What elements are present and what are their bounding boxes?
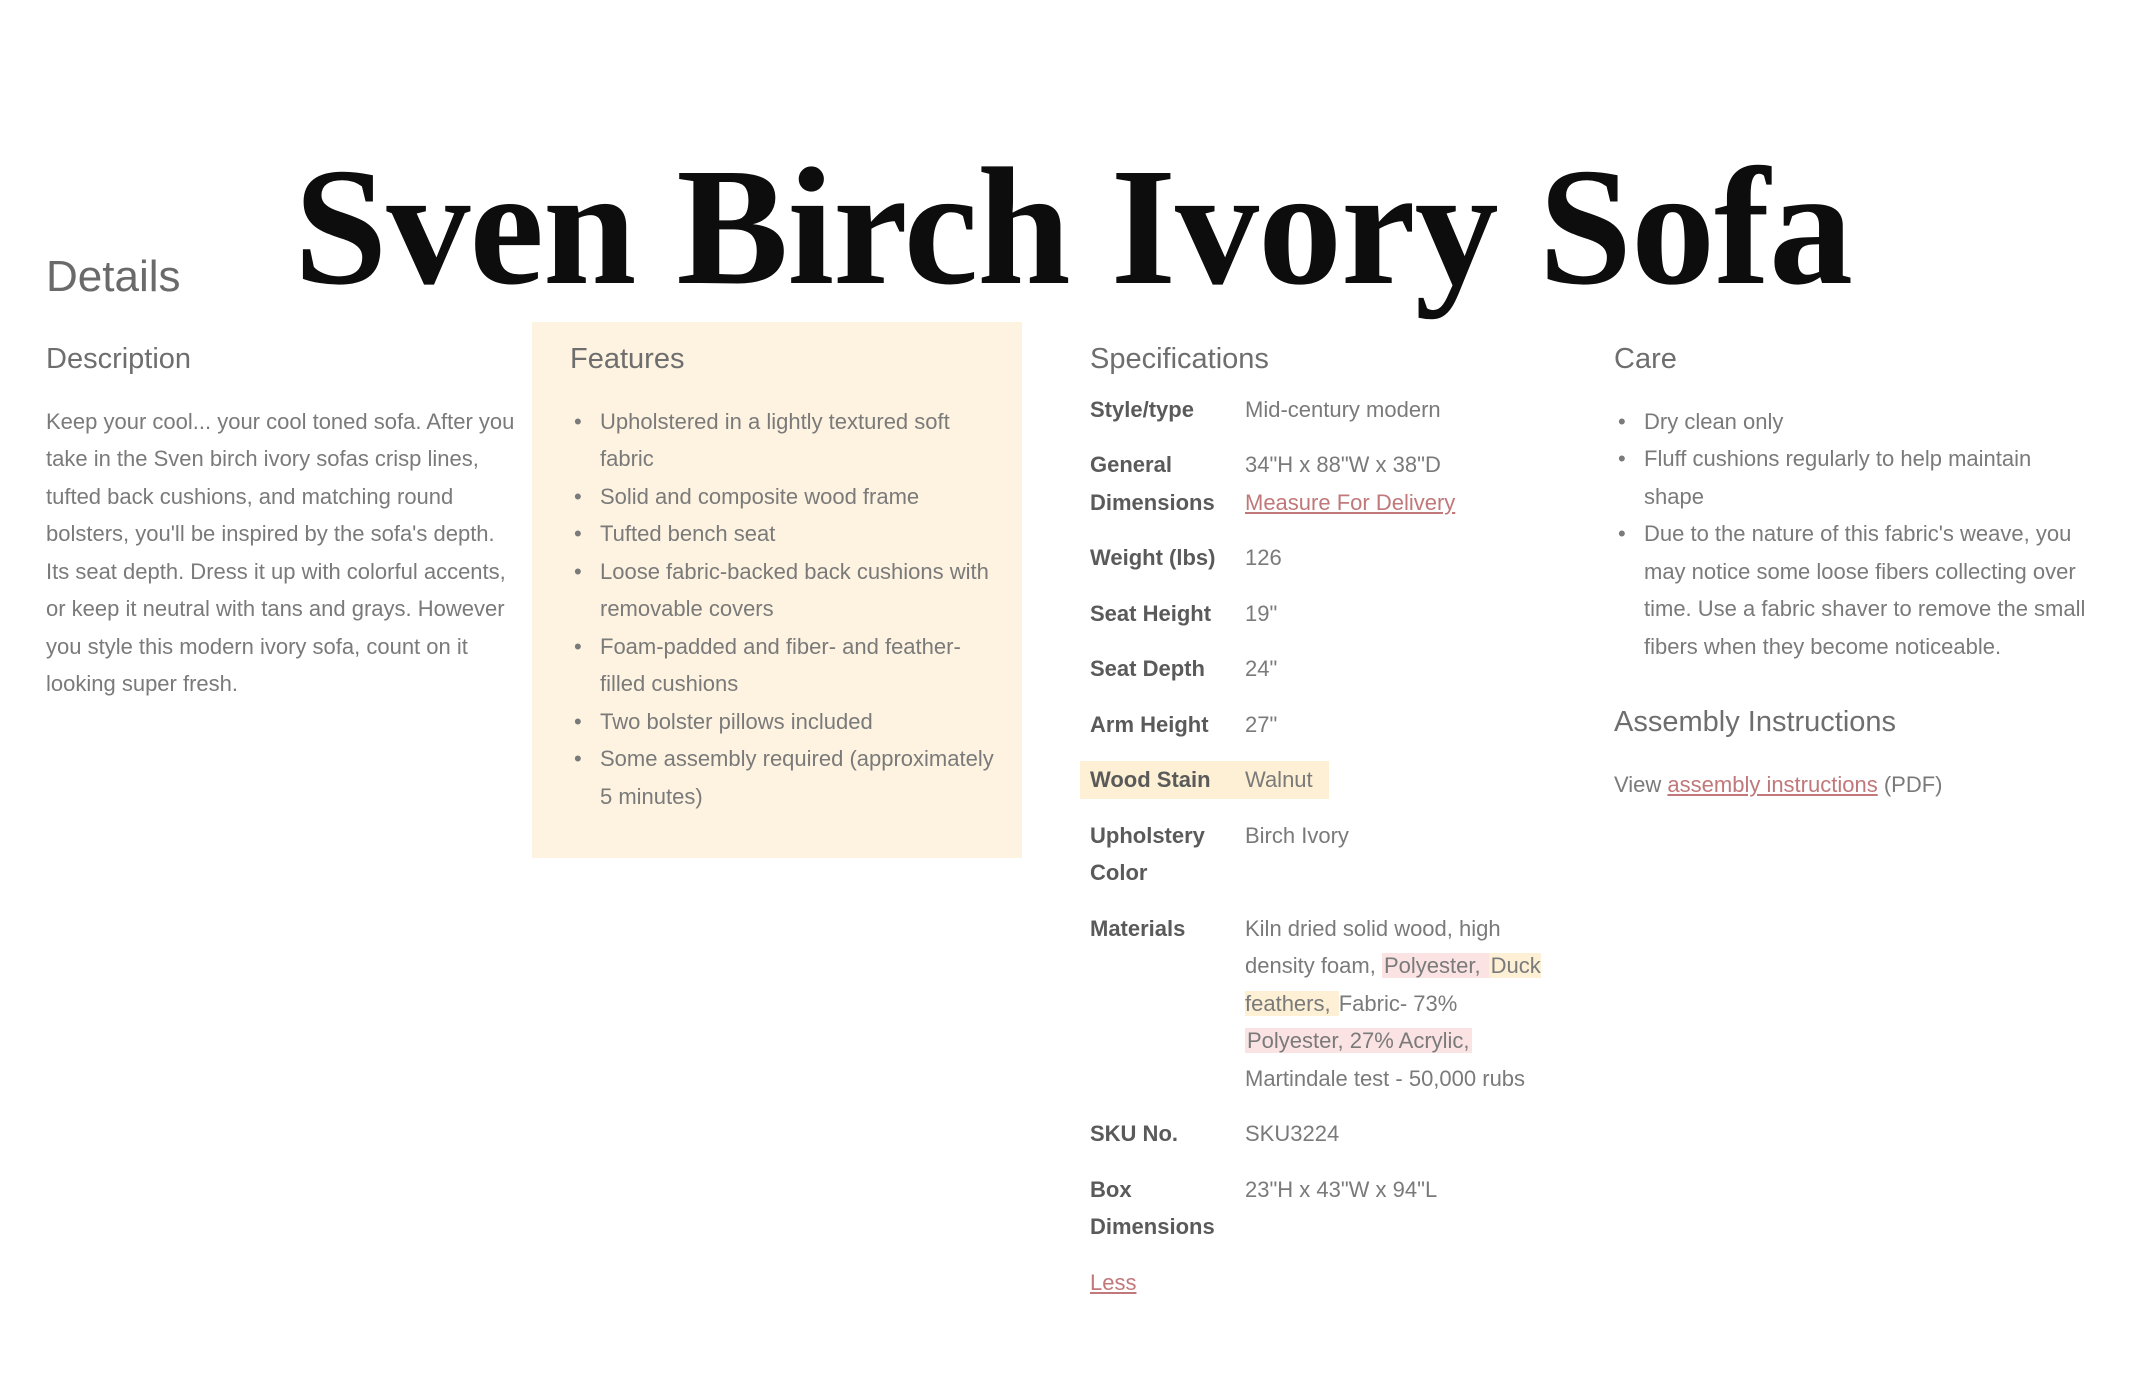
assembly-prefix: View: [1614, 772, 1668, 798]
description-section: [46, 342, 516, 703]
features-list-item: • Loose fabric-backed back cushions with removable covers: [570, 553, 1006, 628]
features-list-item: • Some assembly required (approximately 5 minutes): [570, 740, 1006, 815]
features-list: [570, 403, 1006, 816]
spec-value: 24": [1245, 656, 1278, 682]
care-list-item: • Fluff cushions regularly to help maintain shape: [1614, 440, 2094, 515]
features-list-item: • Foam-padded and fiber- and feather-filled cushions: [570, 628, 1006, 703]
assembly-text: [1614, 766, 2094, 804]
spec-row-materials: [1090, 910, 1590, 1098]
spec-row-box-dimensions: [1090, 1171, 1590, 1246]
specifications-heading: Specifications: [1090, 343, 1269, 375]
wood-stain-highlight: [1080, 761, 1329, 799]
features-list-item: • Solid and composite wood frame: [570, 478, 1006, 516]
spec-label: Box Dimensions: [1090, 1176, 1215, 1240]
features-heading: Features: [570, 343, 685, 375]
care-section: [1614, 342, 2094, 804]
spec-label: SKU No.: [1090, 1121, 1178, 1147]
product-title: Sven Birch Ivory Sofa: [293, 133, 1853, 320]
spec-label: Upholstery Color: [1090, 822, 1205, 886]
spec-value: 126: [1245, 545, 1282, 571]
spec-label: Wood Stain: [1090, 767, 1211, 793]
spec-value: SKU3224: [1245, 1121, 1340, 1147]
spec-label: Materials: [1090, 915, 1186, 941]
materials-text: Martindale test - 50,000 rubs: [1245, 1065, 1526, 1091]
spec-label: Arm Height: [1090, 711, 1209, 737]
spec-row-arm-height: [1090, 706, 1590, 744]
dimensions-value: 34"H x 88"W x 38"D: [1245, 452, 1441, 478]
less-link[interactable]: Less: [1090, 1269, 1137, 1295]
spec-label: Seat Height: [1090, 600, 1212, 626]
care-heading: Care: [1614, 343, 1677, 375]
spec-value: Walnut: [1245, 767, 1313, 793]
spec-value: [1245, 910, 1545, 1098]
spec-row-weight: [1090, 539, 1590, 577]
spec-value: 23"H x 43"W x 94"L: [1245, 1176, 1438, 1202]
care-list: [1614, 403, 2094, 666]
specifications-section: [1090, 342, 1590, 1301]
spec-value: Mid-century modern: [1245, 396, 1441, 422]
spec-label: Style/type: [1090, 396, 1194, 422]
materials-highlight-pink: Polyester, 27% Acrylic,: [1247, 1028, 1470, 1054]
spec-row-wood-stain: [1090, 761, 1590, 799]
spec-row-style: [1090, 391, 1590, 429]
spec-row-seat-depth: [1090, 650, 1590, 688]
materials-text: Fabric- 73%: [1338, 990, 1458, 1016]
spec-row-seat-height: [1090, 595, 1590, 633]
spec-row-dimensions: [1090, 446, 1590, 521]
materials-highlight-pink: Polyester,: [1383, 953, 1487, 979]
features-section: [532, 322, 1022, 858]
measure-for-delivery-link[interactable]: Measure For Delivery: [1245, 489, 1456, 515]
spec-label: Seat Depth: [1090, 656, 1205, 682]
features-list-item: • Tufted bench seat: [570, 515, 1006, 553]
spec-value: 19": [1245, 600, 1278, 626]
materials-highlight-yellow: Duck feathers,: [1245, 953, 1541, 1016]
features-list-item: • Two bolster pillows included: [570, 703, 1006, 741]
assembly-heading: Assembly Instructions: [1614, 706, 1897, 739]
spec-row-sku: [1090, 1115, 1590, 1153]
details-heading: Details: [46, 252, 181, 301]
spec-row-upholstery: [1090, 817, 1590, 892]
spec-value: 27": [1245, 711, 1278, 737]
spec-label: Weight (lbs): [1090, 545, 1216, 571]
care-list-item: • Due to the nature of this fabric's weave, you may notice some loose fibers collecting over time. Use a fabric shaver to remove the small fibers when they become noticeable.: [1614, 515, 2094, 665]
description-text: Keep your cool... your cool toned sofa. After you take in the Sven birch ivory sofas crisp lines, tufted back cushions, and matching round bolsters, you'll be inspired by the sofa's depth. Its seat depth. Dress it up with colorful accents, or keep it neutral with tans and grays. However you style this modern ivory sofa, count on it looking super fresh.: [46, 408, 515, 697]
assembly-suffix: (PDF): [1877, 772, 1943, 798]
assembly-instructions-link[interactable]: assembly instructions: [1667, 772, 1878, 798]
materials-text: Kiln dried solid wood, high density foam,: [1245, 915, 1501, 979]
spec-value: [1245, 446, 1590, 521]
spec-value: Birch Ivory: [1245, 822, 1349, 848]
care-list-item: • Dry clean only: [1614, 403, 2094, 441]
features-list-item: • Upholstered in a lightly textured soft fabric: [570, 403, 1006, 478]
description-heading: Description: [46, 343, 192, 375]
spec-label: General Dimensions: [1090, 452, 1215, 515]
